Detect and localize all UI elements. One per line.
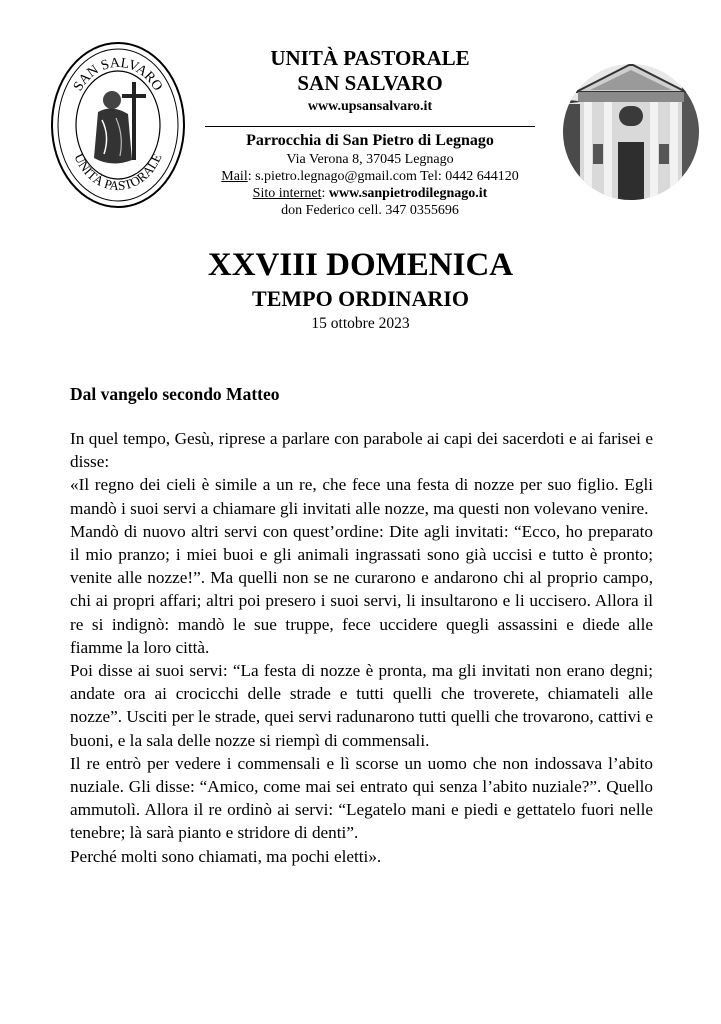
unit-website-link[interactable]: www.upsansalvaro.it xyxy=(307,99,433,114)
unit-title-line2: SAN SALVARO xyxy=(297,71,443,95)
gospel-paragraph: In quel tempo, Gesù, riprese a parlare con parabole ai capi dei sacerdoti e ai farisei e disse: xyxy=(70,429,653,472)
parish-name: Parrocchia di San Pietro di Legnago xyxy=(246,132,494,149)
parish-seal-logo xyxy=(50,40,186,210)
liturgical-season: TEMPO ORDINARIO xyxy=(252,286,469,311)
parish-website-link[interactable]: www.sanpietrodilegnago.it xyxy=(328,186,488,201)
seal-text-bottom: UNITÀ PASTORALE xyxy=(71,151,165,194)
priest-contact: don Federico cell. 347 0355696 xyxy=(281,203,459,218)
gospel-paragraph: Il re entrò per vedere i commensali e lì scorse un uomo che non indossava l’abito nuziale. Gli disse: “Amico, come mai sei entrato qui senza l’abito nuziale?”. Quello ammutolì. Allora il re ordinò ai servi: “Legatelo mani e piedi e gettatelo fuori nelle tenebre; là sarà pianto e stridore di denti”. xyxy=(70,753,653,843)
parish-mail-line xyxy=(205,168,535,185)
unit-title-line1: UNITÀ PASTORALE xyxy=(270,46,470,70)
gospel-heading: Dal vangelo secondo Matteo xyxy=(70,384,280,404)
gospel-paragraph: Perché molti sono chiamati, ma pochi eletti». xyxy=(70,846,382,866)
church-photo xyxy=(562,44,700,200)
seal-text-top: SAN SALVARO xyxy=(70,55,166,94)
site-label: Sito internet xyxy=(252,186,322,201)
header-divider xyxy=(205,126,535,127)
parish-site-line xyxy=(205,185,535,202)
gospel-paragraph: Mandò di nuovo altri servi con quest’ordine: Dite agli invitati: “Ecco, ho preparato il mio pranzo; i miei buoi e gli animali ingrassati sono già uccisi e tutto è pronto; venite alle nozze!”. Ma quelli non se ne curarono e andarono chi al proprio campo, chi ai propri affari; altri poi presero i suoi servi, li insultarono e li uccisero. Allora il re si indignò: mandò le sue truppe, fece uccidere quegli assassini e diede alle fiamme la loro città. xyxy=(70,521,653,657)
gospel-paragraph: «Il regno dei cieli è simile a un re, che fece una festa di nozze per suo figlio. Egli mandò i suoi servi a chiamare gli invitati alle nozze, ma questi non volevano venire. xyxy=(70,475,653,518)
gospel-text xyxy=(70,427,653,868)
mail-label: Mail xyxy=(221,169,248,184)
liturgy-date: 15 ottobre 2023 xyxy=(311,315,410,332)
site-sep: : xyxy=(321,186,329,201)
parish-header xyxy=(205,46,535,219)
parish-address: Via Verona 8, 37045 Legnago xyxy=(286,152,454,167)
mail-value[interactable]: : s.pietro.legnago@gmail.com Tel: 0442 644120 xyxy=(247,169,519,184)
gospel-paragraph: Poi disse ai suoi servi: “La festa di nozze è pronta, ma gli invitati non erano degni; andate ora ai crocicchi delle strade e tutti quelli che troverete, chiamateli alle nozze”. Usciti per le strade, quei servi radunarono tutti quelli che trovarono, cattivi e buoni, e la sala delle nozze si riempì di commensali. xyxy=(70,661,653,750)
sunday-title: XXVIII DOMENICA xyxy=(207,247,514,283)
